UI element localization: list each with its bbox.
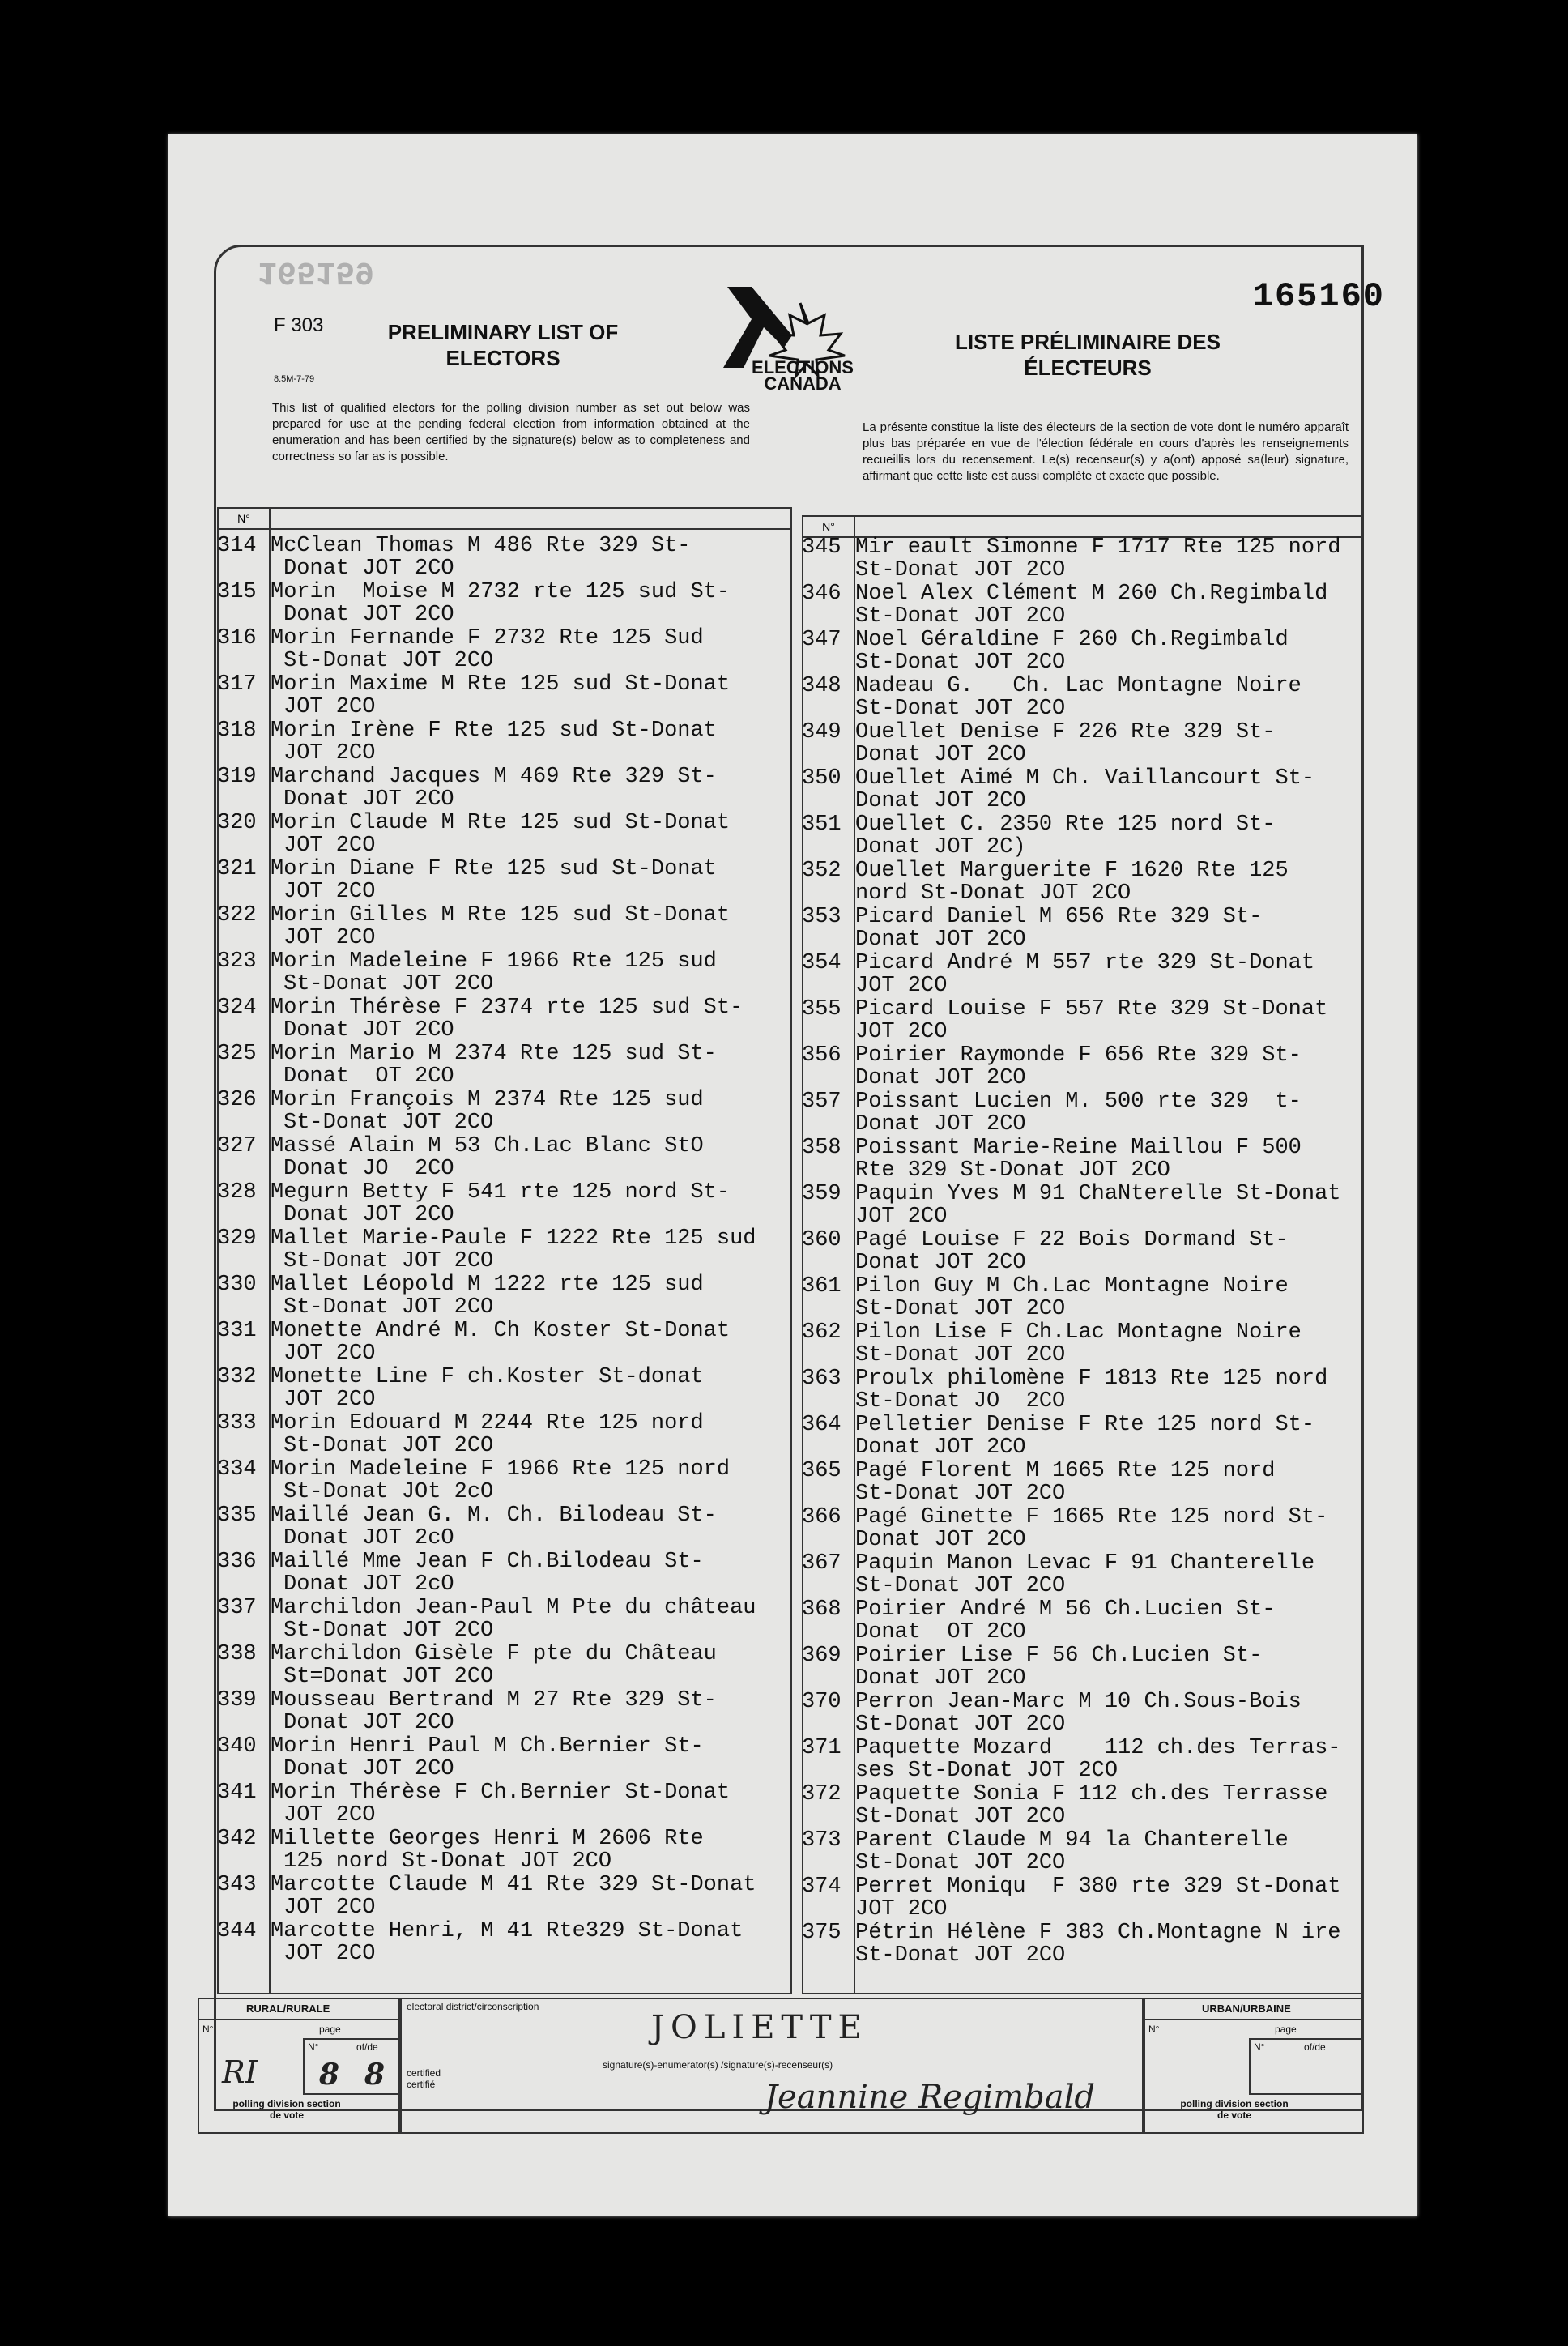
entry-number: 346 [802,582,842,606]
entry-name-line: Morin Thérèse F Ch.Bernier St-Donat [271,1781,731,1805]
entry-number: 370 [802,1690,842,1714]
elector-entry [217,1366,800,1412]
entry-address-line: St-Donat JOT 2CO [855,1574,1066,1598]
entry-address-line: Donat JOT 2CO [283,1203,454,1227]
rural-no-label: N° [202,2024,214,2035]
elector-entry [802,1090,1369,1137]
entry-address-line: JOT 2CO [283,1803,376,1828]
entry-name-line: Pétrin Hélène F 383 Ch.Montagne N ire [855,1921,1341,1945]
entry-name-line: Maillé Jean G. M. Ch. Bilodeau St- [271,1504,717,1528]
elector-entry [217,1689,800,1735]
entry-number: 332 [217,1365,257,1389]
entry-number: 355 [802,997,842,1022]
entry-number: 353 [802,905,842,929]
elector-entry [217,627,800,673]
district-label: electoral district/circonscription [407,2001,539,2012]
entry-name-line: Picard Louise F 557 Rte 329 St-Donat [855,997,1328,1022]
entry-number: 336 [217,1550,257,1574]
logo-x-mark [723,287,792,368]
entry-address-line: Donat JOT 2CO [855,1112,1026,1137]
entry-name-line: Poissant Lucien M. 500 rte 329 t- [855,1090,1302,1114]
entry-address-line: Donat JOT 2C) [855,835,1026,859]
elector-entry [802,767,1369,813]
entry-name-line: Poirier Raymonde F 656 Rte 329 St- [855,1043,1302,1068]
entry-address-line: Donat OT 2CO [283,1064,454,1089]
entry-name-line: Noel Géraldine F 260 Ch.Regimbald [855,628,1289,652]
entry-number: 317 [217,672,257,697]
serial-number: 165160 [1252,277,1385,316]
entry-address-line: Donat JOT 2CO [855,1251,1026,1275]
entry-number: 351 [802,813,842,837]
elector-entry [217,1089,800,1135]
entry-number: 365 [802,1459,842,1483]
entry-number: 368 [802,1597,842,1622]
entry-number: 328 [217,1180,257,1205]
right-number-header: N° [803,517,855,536]
entry-name-line: Paquette Sonia F 112 ch.des Terrasse [855,1782,1328,1806]
left-column-header [219,509,790,530]
entry-name-line: Marcotte Claude M 41 Rte 329 St-Donat [271,1873,756,1897]
entry-address-line: Donat JOT 2cO [283,1526,454,1550]
entry-number: 323 [217,949,257,974]
entry-address-line: Donat JOT 2CO [855,1666,1026,1691]
entry-number: 334 [217,1457,257,1482]
elector-entry [802,1367,1369,1414]
entry-address-line: St-Donat JOT 2CO [283,972,494,996]
elector-entry [802,1552,1369,1598]
entry-name-line: Massé Alain M 53 Ch.Lac Blanc StO [271,1134,704,1158]
elector-entry [802,721,1369,767]
elector-entry [802,952,1369,998]
entry-name-line: Parent Claude M 94 la Chanterelle [855,1828,1289,1853]
entry-number: 335 [217,1504,257,1528]
entry-address-line: St-Donat JOT 2CO [855,1805,1066,1829]
entry-number: 348 [802,674,842,698]
entry-name-line: Pilon Guy M Ch.Lac Montagne Noire [855,1274,1289,1299]
elector-entry [802,1460,1369,1506]
elector-entry [217,1043,800,1089]
entry-name-line: Noel Alex Clément M 260 Ch.Regimbald [855,582,1328,606]
entry-number: 330 [217,1273,257,1297]
elector-entry [802,675,1369,721]
entry-name-line: Monette Line F ch.Koster St-donat [271,1365,704,1389]
entry-address-line: Donat JOT 2CO [283,1018,454,1043]
entry-name-line: Millette Georges Henri M 2606 Rte [271,1827,704,1851]
entry-address-line: nord St-Donat JOT 2CO [855,881,1131,906]
elector-entry [217,1874,800,1920]
elector-entry [217,1550,800,1597]
rural-page-label: page [319,2024,341,2035]
entry-number: 364 [802,1413,842,1437]
elector-entry [802,1875,1369,1922]
entry-address-line: St-Donat JOT 2CO [283,1295,494,1320]
entry-address-line: Donat JOT 2cO [283,1572,454,1597]
district-handwritten: JOLIETTE [651,2009,868,2046]
entry-address-line: St-Donat JOT 2CO [855,1851,1066,1875]
urban-no-label: N° [1148,2024,1160,2035]
entry-name-line: Paquin Manon Levac F 91 Chanterelle [855,1551,1315,1576]
entry-address-line: St-Donat JOT 2CO [283,1434,494,1458]
entry-address-line: Donat JOT 2CO [855,1435,1026,1460]
elector-entry [802,629,1369,675]
entry-address-line: JOT 2CO [283,1341,376,1366]
entry-name-line: Morin Fernande F 2732 Rte 125 Sud [271,626,704,650]
entry-name-line: Proulx philomène F 1813 Rte 125 nord [855,1367,1328,1391]
rural-page-no-label: N° [308,2041,319,2053]
entry-name-line: Marchildon Jean-Paul M Pte du château [271,1596,756,1620]
form-subcode: 8.5M-7-79 [274,374,315,384]
elector-entry [217,535,800,581]
entry-address-line: St-Donat JOT 2CO [283,649,494,673]
left-elector-list [217,535,800,1966]
elector-entry [217,719,800,766]
entry-name-line: Morin Maxime M Rte 125 sud St-Donat [271,672,731,697]
elector-entry [217,673,800,719]
urban-divider [1144,2019,1364,2020]
entry-name-line: Morin Madeleine F 1966 Rte 125 sud [271,949,717,974]
rural-polling-label: polling division section de vote [232,2098,341,2121]
entry-number: 342 [217,1827,257,1851]
page-of-handwritten: 8 [364,2058,386,2092]
entry-name-line: Ouellet Aimé M Ch. Vaillancourt St- [855,766,1315,791]
elector-entry [217,812,800,858]
elector-entry [802,1183,1369,1229]
entry-address-line: St-Donat JOT 2CO [855,1943,1066,1968]
footer [198,1998,1364,2135]
title-french: LISTE PRÉLIMINAIRE DES ÉLECTEURS [955,330,1221,380]
entry-name-line: Paquette Mozard 112 ch.des Terras- [855,1736,1341,1760]
entry-address-line: Donat JOT 2CO [283,1711,454,1735]
entry-address-line: Donat JOT 2CO [283,787,454,812]
entry-address-line: Donat JOT 2CO [855,789,1026,813]
entry-address-line: JOT 2CO [855,974,948,998]
elector-entry [802,813,1369,859]
entry-address-line: St-Donat JOT 2CO [283,1111,494,1135]
entry-address-line: JOT 2CO [855,1020,948,1044]
elector-entry [217,904,800,950]
entry-name-line: Maillé Mme Jean F Ch.Bilodeau St- [271,1550,704,1574]
entry-address-line: JOT 2CO [283,695,376,719]
elector-entry [802,1275,1369,1321]
entry-address-line: St=Donat JOT 2CO [283,1665,494,1689]
entry-number: 361 [802,1274,842,1299]
elector-entry [217,1781,800,1828]
entry-name-line: Poirier Lise F 56 Ch.Lucien St- [855,1644,1263,1668]
elector-entry [802,1044,1369,1090]
elector-entry [217,581,800,627]
entry-number: 321 [217,857,257,881]
elector-entry [802,1737,1369,1783]
elector-entry [802,1783,1369,1829]
entry-address-line: St-Donat JOT 2CO [283,1619,494,1643]
entry-name-line: Nadeau G. Ch. Lac Montagne Noire [855,674,1302,698]
entry-number: 372 [802,1782,842,1806]
entry-number: 318 [217,719,257,743]
entry-number: 369 [802,1644,842,1668]
entry-number: 331 [217,1319,257,1343]
entry-number: 340 [217,1734,257,1759]
entry-address-line: St-Donat JOT 2CO [855,558,1066,582]
elector-entry [802,859,1369,906]
page-number-handwritten: 8 [319,2058,340,2092]
entry-number: 324 [217,996,257,1020]
entry-number: 363 [802,1367,842,1391]
entry-number: 322 [217,903,257,928]
document-sheet [168,134,1417,2216]
ghost-serial: 165159 [258,253,375,289]
entry-number: 371 [802,1736,842,1760]
entry-number: 326 [217,1088,257,1112]
entry-name-line: Morin Irène F Rte 125 sud St-Donat [271,719,717,743]
rural-page-of-label: of/de [356,2041,378,2053]
entry-name-line: Mousseau Bertrand M 27 Rte 329 St- [271,1688,717,1713]
title-english: PRELIMINARY LIST OF ELECTORS [387,320,619,370]
elector-entry [217,1320,800,1366]
entry-address-line: JOT 2CO [855,1897,948,1922]
entry-name-line: Mallet Marie-Paule F 1222 Rte 125 sud [271,1226,756,1251]
entry-address-line: JOT 2CO [283,1388,376,1412]
urban-label: URBAN/URBAINE [1202,2003,1291,2015]
entry-name-line: Mir eault Simonne F 1717 Rte 125 nord [855,535,1341,560]
entry-name-line: McClean Thomas M 486 Rte 329 St- [271,534,691,558]
elector-entry [217,1828,800,1874]
entry-name-line: Ouellet Denise F 226 Rte 329 St- [855,720,1276,744]
entry-number: 374 [802,1875,842,1899]
elector-entry [802,1829,1369,1875]
urban-page-label: page [1275,2024,1297,2035]
entry-number: 357 [802,1090,842,1114]
elector-entry [802,1137,1369,1183]
elector-entry [217,858,800,904]
entry-address-line: St-Donat JOT 2CO [855,1482,1066,1506]
entry-address-line: Donat JOT 2CO [855,1528,1026,1552]
entry-name-line: Morin Henri Paul M Ch.Bernier St- [271,1734,704,1759]
entry-address-line: St-Donat JOT 2CO [855,604,1066,629]
elector-entry [802,1321,1369,1367]
entry-number: 337 [217,1596,257,1620]
entry-number: 345 [802,535,842,560]
signature-label: signature(s)-enumerator(s) /signature(s)-recenseur(s) [603,2059,833,2071]
urban-polling-label: polling division section de vote [1180,2098,1289,2121]
entry-address-line: ses St-Donat JOT 2CO [855,1759,1118,1783]
rural-label: RURAL/RURALE [246,2003,330,2015]
elector-entry [802,582,1369,629]
entry-name-line: Poirier André M 56 Ch.Lucien St- [855,1597,1276,1622]
elector-entry [802,1598,1369,1644]
elector-entry [217,1735,800,1781]
rural-number-handwritten: RI [222,2054,258,2090]
entry-name-line: Marchand Jacques M 469 Rte 329 St- [271,765,717,789]
entry-number: 356 [802,1043,842,1068]
entry-name-line: Pilon Lise F Ch.Lac Montagne Noire [855,1320,1302,1345]
entry-name-line: Marchildon Gisèle F pte du Château [271,1642,717,1666]
entry-name-line: Perron Jean-Marc M 10 Ch.Sous-Bois [855,1690,1302,1714]
entry-address-line: St-Donat JOT 2CO [283,1249,494,1273]
elector-entry [217,1597,800,1643]
entry-address-line: St-Donat JOT 2CO [855,650,1066,675]
entry-name-line: Morin Edouard M 2244 Rte 125 nord [271,1411,704,1435]
entry-address-line: Donat JOT 2CO [283,1757,454,1781]
urban-page-no-label: N° [1254,2041,1265,2053]
elector-entry [217,1135,800,1181]
elector-entry [802,1414,1369,1460]
entry-address-line: St-Donat JOT 2CO [855,1297,1066,1321]
entry-number: 349 [802,720,842,744]
elector-entry [802,1644,1369,1691]
entry-name-line: Pagé Ginette F 1665 Rte 125 nord St- [855,1505,1328,1529]
elector-entry [802,1506,1369,1552]
entry-address-line: JOT 2CO [283,926,376,950]
entry-name-line: Perret Moniqu F 380 rte 329 St-Donat [855,1875,1341,1899]
entry-name-line: Picard André M 557 rte 329 St-Donat [855,951,1315,975]
entry-address-line: Donat OT 2CO [855,1620,1026,1644]
elector-entry [217,1412,800,1458]
certified-label: certified certifié [407,2067,441,2090]
elector-entry [217,1920,800,1966]
entry-name-line: Morin Thérèse F 2374 rte 125 sud St- [271,996,744,1020]
entry-name-line: Morin Mario M 2374 Rte 125 sud St- [271,1042,717,1066]
entry-number: 341 [217,1781,257,1805]
entry-name-line: Picard Daniel M 656 Rte 329 St- [855,905,1263,929]
elector-entry [217,1458,800,1504]
entry-name-line: Pagé Florent M 1665 Rte 125 nord [855,1459,1276,1483]
entry-address-line: St-Donat JOT 2CO [855,1343,1066,1367]
entry-number: 359 [802,1182,842,1206]
elector-entry [217,1273,800,1320]
rural-divider [198,2019,400,2020]
entry-number: 352 [802,859,842,883]
form-code: F 303 [274,314,324,336]
left-number-header: N° [219,509,271,528]
entry-name-line: Ouellet Marguerite F 1620 Rte 125 [855,859,1289,883]
elector-entry [217,1504,800,1550]
entry-name-line: Megurn Betty F 541 rte 125 nord St- [271,1180,731,1205]
entry-number: 315 [217,580,257,604]
entry-number: 350 [802,766,842,791]
entry-number: 316 [217,626,257,650]
entry-address-line: St-Donat JOt 2cO [283,1480,494,1504]
entry-address-line: Donat JOT 2CO [855,1066,1026,1090]
entry-name-line: Monette André M. Ch Koster St-Donat [271,1319,731,1343]
entry-name-line: Poissant Marie-Reine Maillou F 500 [855,1136,1302,1160]
entry-name-line: Ouellet C. 2350 Rte 125 nord St- [855,813,1276,837]
entry-number: 344 [217,1919,257,1943]
entry-address-line: St-Donat JO 2CO [855,1389,1066,1414]
entry-number: 343 [217,1873,257,1897]
entry-name-line: Morin Claude M Rte 125 sud St-Donat [271,811,731,835]
entry-address-line: JOT 2CO [855,1205,948,1229]
elector-entry [217,1227,800,1273]
elector-entry [217,996,800,1043]
entry-name-line: Mallet Léopold M 1222 rte 125 sud [271,1273,704,1297]
right-elector-list [802,536,1369,1968]
entry-number: 358 [802,1136,842,1160]
urban-page-of-label: of/de [1304,2041,1326,2053]
intro-english: This list of qualified electors for the polling division number as set out below was prepared for use at the pending federal election from information obtained at the enumeration and has been certified by the signature(s) below as to completeness and correctness so far as is possible. [272,401,750,463]
entry-address-line: 125 nord St-Donat JOT 2CO [283,1849,612,1874]
entry-address-line: JOT 2CO [283,741,376,766]
elector-entry [802,906,1369,952]
entry-number: 329 [217,1226,257,1251]
entry-address-line: Donat JO 2CO [283,1157,454,1181]
entry-address-line: Rte 329 St-Donat JOT 2CO [855,1158,1170,1183]
entry-number: 354 [802,951,842,975]
entry-name-line: Pelletier Denise F Rte 125 nord St- [855,1413,1315,1437]
entry-number: 333 [217,1411,257,1435]
elector-entry [802,1229,1369,1275]
entry-number: 320 [217,811,257,835]
entry-number: 360 [802,1228,842,1252]
entry-name-line: Morin Moise M 2732 rte 125 sud St- [271,580,731,604]
elector-entry [802,1922,1369,1968]
entry-address-line: Donat JOT 2CO [283,557,454,581]
entry-address-line: JOT 2CO [283,834,376,858]
entry-number: 338 [217,1642,257,1666]
entry-name-line: Morin Diane F Rte 125 sud St-Donat [271,857,717,881]
entry-number: 373 [802,1828,842,1853]
elector-entry [217,766,800,812]
elector-entry [802,998,1369,1044]
entry-name-line: Paquin Yves M 91 ChaNterelle St-Donat [855,1182,1341,1206]
elector-entry [217,1181,800,1227]
logo-text: ELECTIONS CANADA [752,357,854,394]
entry-address-line: Donat JOT 2CO [855,743,1026,767]
entry-number: 366 [802,1505,842,1529]
entry-number: 314 [217,534,257,558]
entry-address-line: Donat JOT 2CO [855,928,1026,952]
entry-name-line: Morin Gilles M Rte 125 sud St-Donat [271,903,731,928]
entry-address-line: St-Donat JOT 2CO [855,697,1066,721]
entry-address-line: Donat JOT 2CO [283,603,454,627]
entry-number: 319 [217,765,257,789]
intro-french: La présente constitue la liste des électeurs de la section de vote dont le numéro apparaît plus bas préparée en vue de l'élection fédérale en cours d'après les renseignements recueillis lors du recensement. Le(s) recenseur(s) y a(ont) apposé sa(leur) signature, affirmant que cette liste est aussi complète et exacte que possible. [863,420,1349,483]
entry-number: 327 [217,1134,257,1158]
entry-name-line: Morin François M 2374 Rte 125 sud [271,1088,704,1112]
entry-name-line: Morin Madeleine F 1966 Rte 125 nord [271,1457,731,1482]
entry-address-line: St-Donat JOT 2CO [855,1713,1066,1737]
entry-number: 339 [217,1688,257,1713]
elector-entry [802,536,1369,582]
entry-number: 362 [802,1320,842,1345]
entry-name-line: Pagé Louise F 22 Bois Dormand St- [855,1228,1289,1252]
entry-number: 375 [802,1921,842,1945]
entry-number: 325 [217,1042,257,1066]
entry-address-line: JOT 2CO [283,1896,376,1920]
elector-entry [802,1691,1369,1737]
elector-entry [217,1643,800,1689]
entry-address-line: JOT 2CO [283,1942,376,1966]
entry-number: 367 [802,1551,842,1576]
enumerator-signature: Jeannine Regimbald [765,2079,1095,2116]
elector-entry [217,950,800,996]
entry-number: 347 [802,628,842,652]
entry-name-line: Marcotte Henri, M 41 Rte329 St-Donat [271,1919,744,1943]
entry-address-line: JOT 2CO [283,880,376,904]
